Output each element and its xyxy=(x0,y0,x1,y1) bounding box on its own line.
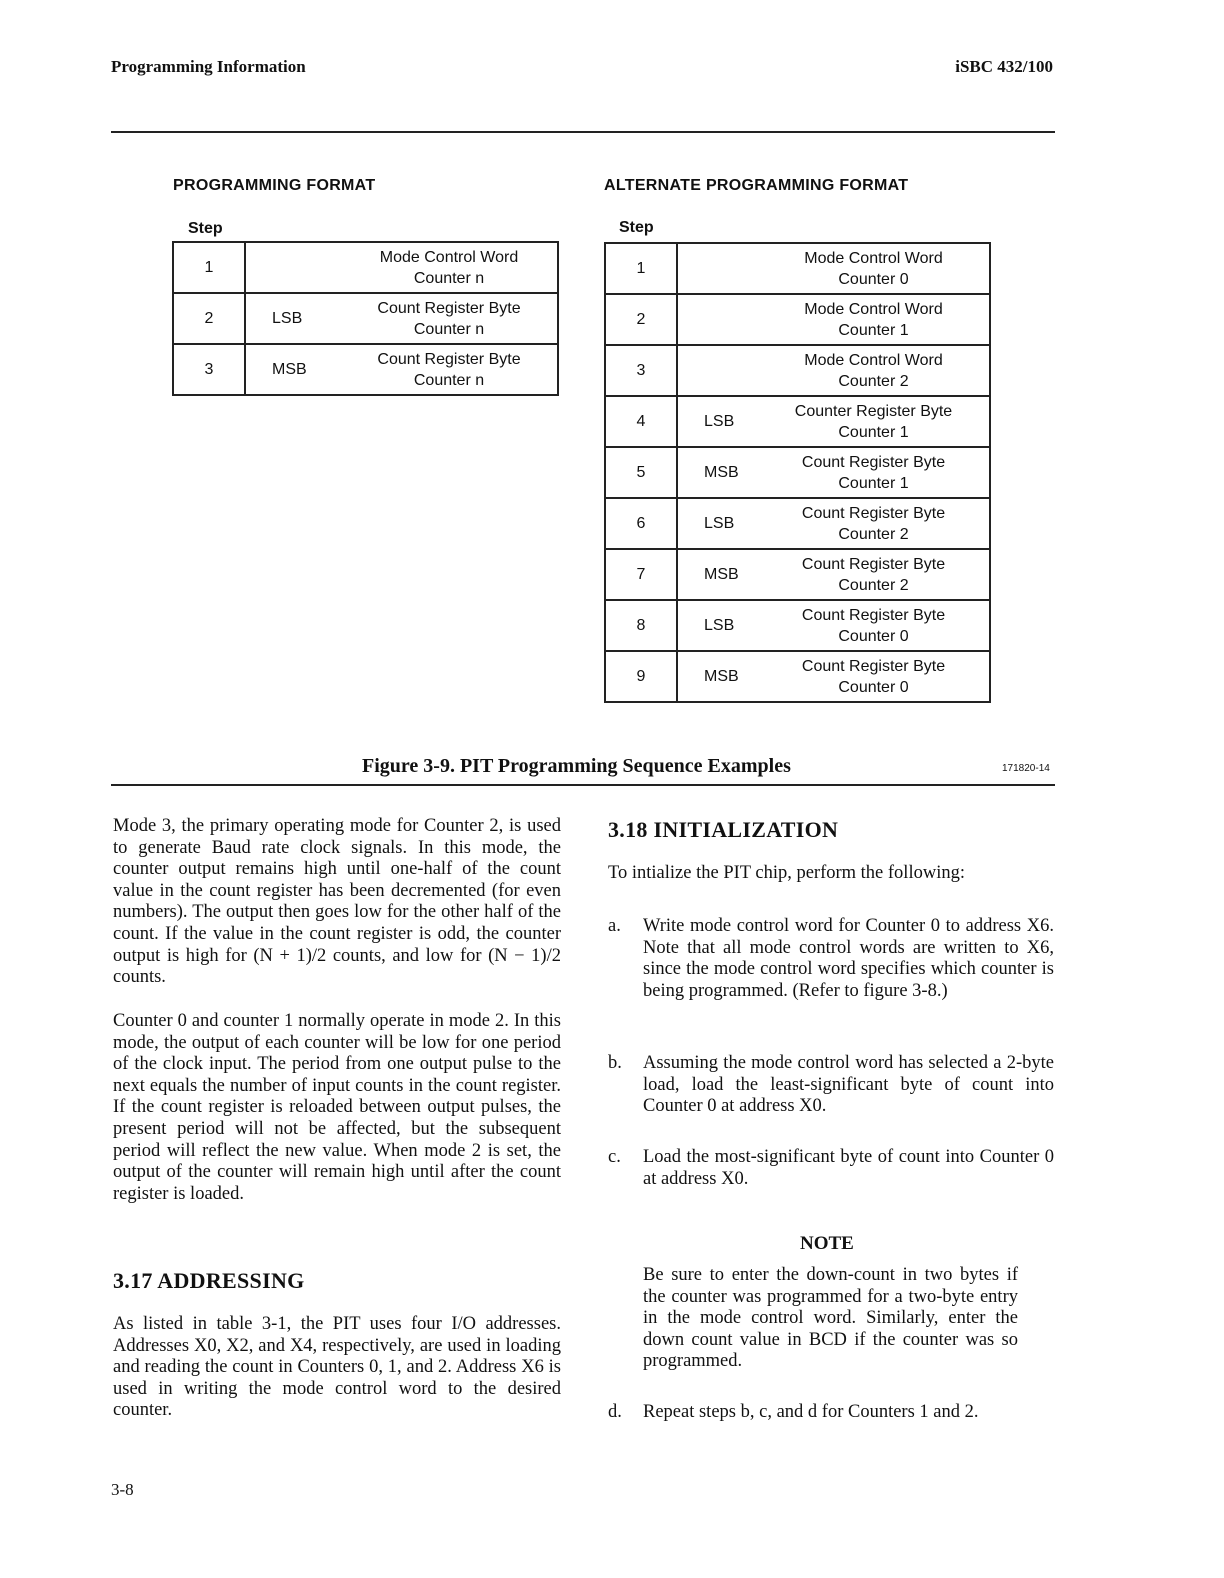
list-text: Load the most-significant byte of count into Counter 0 at address X0. xyxy=(643,1147,1054,1189)
table-row xyxy=(605,447,990,498)
list-item-a xyxy=(608,916,1054,1002)
register-cell xyxy=(677,651,990,702)
programming-format-table xyxy=(172,241,559,396)
step-number-cell: 1 xyxy=(605,243,677,294)
addressing-paragraph: As listed in table 3-1, the PIT uses four I/O addresses. Addresses X0, X2, and X4, respectively, are used in loading and reading the count in Counters 0, 1, and 2. Address X6 is used in writing the mode control word to the desired counter. xyxy=(113,1314,561,1421)
register-name: Mode Control Word xyxy=(804,351,943,369)
figure-caption: Figure 3-9. PIT Programming Sequence Examples xyxy=(362,755,791,777)
note-heading: NOTE xyxy=(800,1233,854,1254)
list-letter: c. xyxy=(608,1147,621,1167)
step-number-cell: 3 xyxy=(605,345,677,396)
mode2-paragraph: Counter 0 and counter 1 normally operate in mode 2. In this mode, the output of each counter will be low for one period of the clock input. The period from one output pulse to the next equals the number of input counts in the count register. If the count register is reloaded between output pulses, the present period will not be affected, but the subsequent period will reflect the new value. When mode 2 is set, the output of the counter will remain high until after the count register is loaded. xyxy=(113,1011,561,1204)
list-text: Write mode control word for Counter 0 to address X6. Note that all mode control words are written to X6, since the mode control word specifies which counter is being programmed. (Refer to figure 3-8.) xyxy=(643,916,1054,1001)
register-description xyxy=(678,248,989,290)
counter-name: Counter 0 xyxy=(838,627,909,645)
register-cell xyxy=(677,345,990,396)
alternate-format-title: ALTERNATE PROGRAMMING FORMAT xyxy=(604,177,909,194)
note-text: Be sure to enter the down-count in two bytes if the counter was programmed for a two-byte entry in the mode control word. Similarly, enter the down count value in BCD if the counter was so programmed. xyxy=(643,1265,1018,1372)
table-row xyxy=(605,345,990,396)
running-header-right: iSBC 432/100 xyxy=(955,57,1053,76)
alternate-format-step-label: Step xyxy=(619,219,654,236)
step-number-cell: 9 xyxy=(605,651,677,702)
table-row xyxy=(605,498,990,549)
addressing-heading: 3.17 ADDRESSING xyxy=(113,1268,305,1293)
left-column xyxy=(113,816,561,989)
byte-type-label: MSB xyxy=(704,463,739,481)
register-name: Counter Register Byte xyxy=(794,402,953,420)
list-letter: b. xyxy=(608,1053,622,1073)
step-number-cell: 6 xyxy=(605,498,677,549)
left-column-2 xyxy=(113,1011,561,1205)
left-column-3 xyxy=(113,1314,561,1422)
counter-name: Counter n xyxy=(413,371,485,389)
initialization-heading: 3.18 INITIALIZATION xyxy=(608,817,839,842)
page-number: 3-8 xyxy=(111,1480,134,1499)
register-name: Count Register Byte xyxy=(801,657,946,675)
step-number-cell: 4 xyxy=(605,396,677,447)
mode3-paragraph: Mode 3, the primary operating mode for Counter 2, is used to generate Baud rate clock signals. In this mode, the counter output remains high until one-half of the count value in the count register has been decremented (for even numbers). The output then goes low for the other half of the count. If the value in the count register is odd, the counter output is high for (N + 1)/2 counts, and low for (N − 1)/2 counts. xyxy=(113,816,561,988)
register-cell xyxy=(245,344,558,395)
register-description xyxy=(246,247,557,289)
counter-name: Counter 2 xyxy=(838,576,909,594)
list-text: Repeat steps b, c, and d for Counters 1 and 2. xyxy=(643,1402,979,1422)
byte-type-label: MSB xyxy=(704,565,739,583)
register-cell xyxy=(245,293,558,344)
counter-name: Counter 1 xyxy=(838,423,909,441)
step-number-cell: 2 xyxy=(605,294,677,345)
caption-rule xyxy=(111,784,1055,786)
list-letter: a. xyxy=(608,916,621,936)
register-name: Count Register Byte xyxy=(377,299,521,317)
header-rule xyxy=(111,131,1055,133)
table-row xyxy=(605,549,990,600)
register-name: Count Register Byte xyxy=(801,504,946,522)
register-description xyxy=(678,350,989,392)
register-cell xyxy=(677,396,990,447)
step-number-cell: 5 xyxy=(605,447,677,498)
figure-number: 171820-14 xyxy=(1002,763,1050,774)
step-number-cell: 2 xyxy=(173,293,245,344)
register-name: Mode Control Word xyxy=(379,248,519,266)
register-name: Mode Control Word xyxy=(804,249,943,267)
register-description xyxy=(678,299,989,341)
register-name: Count Register Byte xyxy=(801,555,946,573)
byte-type-label: LSB xyxy=(704,514,735,532)
step-number-cell: 1 xyxy=(173,242,245,293)
register-cell xyxy=(677,549,990,600)
register-cell xyxy=(677,447,990,498)
counter-name: Counter 2 xyxy=(838,372,909,390)
alternate-format-table xyxy=(604,242,991,703)
list-item-d xyxy=(608,1402,1054,1424)
byte-type-label: LSB xyxy=(272,309,303,327)
table-row xyxy=(605,243,990,294)
counter-name: Counter 0 xyxy=(838,678,909,696)
list-letter: d. xyxy=(608,1402,622,1422)
list-text: Assuming the mode control word has selected a 2-byte load, load the least-significant byte of count into Counter 0 at address X0. xyxy=(643,1053,1054,1117)
step-number-cell: 7 xyxy=(605,549,677,600)
register-name: Mode Control Word xyxy=(804,300,943,318)
register-cell xyxy=(677,294,990,345)
byte-type-label: MSB xyxy=(272,360,307,378)
counter-name: Counter 2 xyxy=(838,525,909,543)
counter-name: Counter 1 xyxy=(838,474,909,492)
register-name: Count Register Byte xyxy=(377,350,521,368)
register-cell xyxy=(677,600,990,651)
register-name: Count Register Byte xyxy=(801,606,946,624)
step-number-cell: 3 xyxy=(173,344,245,395)
counter-name: Counter 1 xyxy=(838,321,909,339)
table-row xyxy=(605,600,990,651)
counter-name: Counter n xyxy=(413,269,485,287)
table-row xyxy=(605,651,990,702)
table-row xyxy=(173,293,558,344)
programming-format-title: PROGRAMMING FORMAT xyxy=(173,177,376,194)
programming-format-step-label: Step xyxy=(188,220,223,237)
byte-type-label: LSB xyxy=(704,412,735,430)
step-number-cell: 8 xyxy=(605,600,677,651)
running-header-left: Programming Information xyxy=(111,57,306,76)
byte-type-label: MSB xyxy=(704,667,739,685)
table-row xyxy=(605,294,990,345)
register-cell xyxy=(245,242,558,293)
table-row xyxy=(173,344,558,395)
register-cell xyxy=(677,243,990,294)
table-row xyxy=(173,242,558,293)
counter-name: Counter n xyxy=(413,320,485,338)
list-item-b xyxy=(608,1053,1054,1118)
table-row xyxy=(605,396,990,447)
initialization-intro: To intialize the PIT chip, perform the following: xyxy=(608,863,965,883)
counter-name: Counter 0 xyxy=(838,270,909,288)
byte-type-label: LSB xyxy=(704,616,735,634)
list-item-c xyxy=(608,1147,1054,1190)
register-name: Count Register Byte xyxy=(801,453,946,471)
register-cell xyxy=(677,498,990,549)
